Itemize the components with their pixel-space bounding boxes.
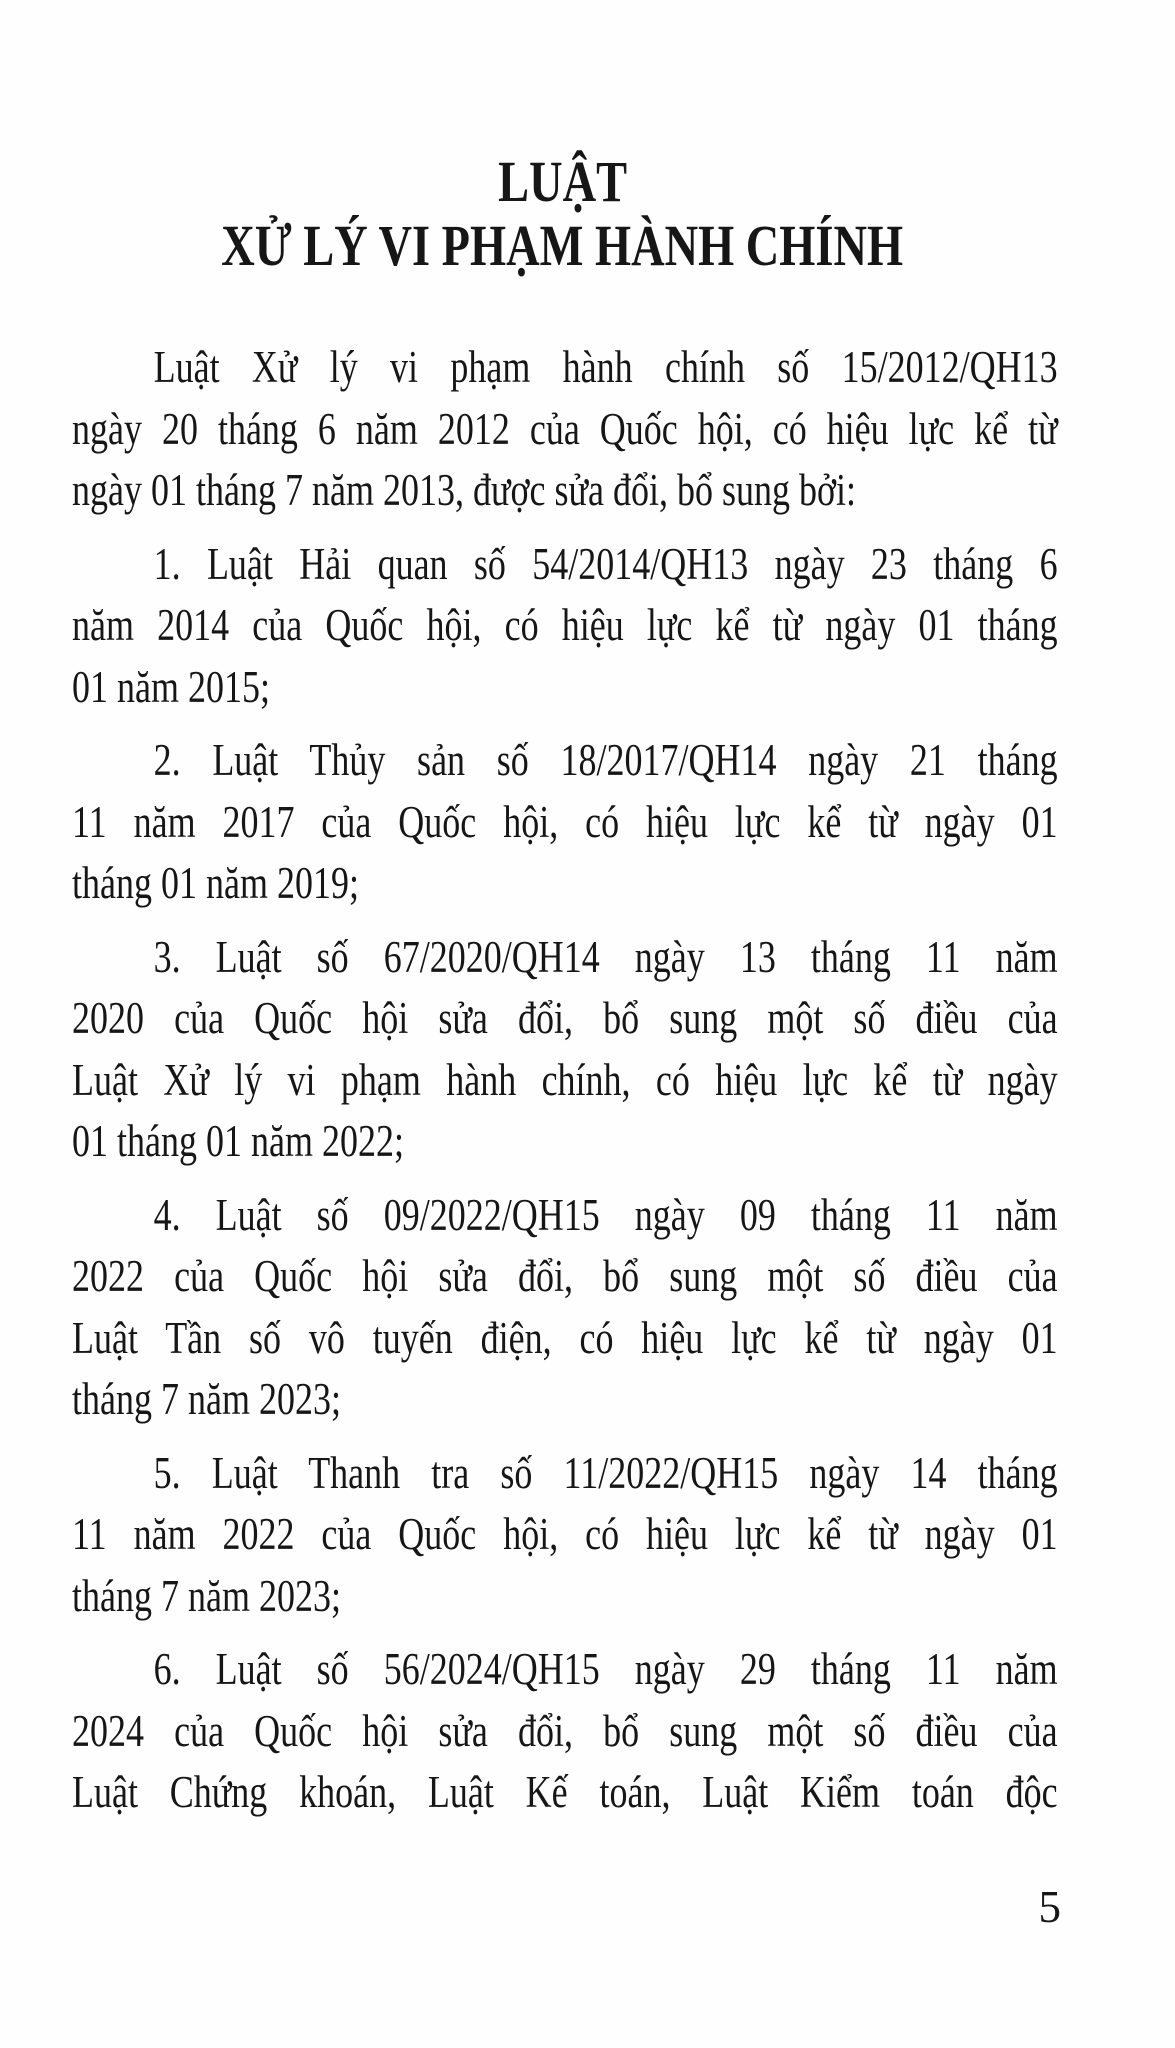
amendment-item (72, 534, 1058, 719)
text-line (72, 1566, 1058, 1628)
text-line-content: ngày 20 tháng 6 năm 2012 của Quốc hội, có hiệu lực kể từ (72, 403, 1058, 454)
text-line-content: 3. Luật số 67/2020/QH14 ngày 13 tháng 11 năm (153, 931, 1058, 982)
text-line (72, 927, 1058, 989)
text-line-content: 5. Luật Thanh tra số 11/2022/QH15 ngày 14 tháng (153, 1447, 1058, 1498)
amendment-item (72, 927, 1058, 1173)
text-line (72, 792, 1058, 854)
document-title-line-2 (0, 214, 1150, 278)
text-line-content: ngày 01 tháng 7 năm 2013, được sửa đổi, bổ sung bởi: (72, 465, 857, 515)
amendment-item (72, 1443, 1058, 1628)
amendment-item (72, 1185, 1058, 1431)
text-line-content: tháng 7 năm 2023; (72, 1570, 341, 1621)
text-line (72, 399, 1058, 461)
text-line-content: 2024 của Quốc hội sửa đổi, bổ sung một số điều của (72, 1705, 1058, 1756)
text-line-content: 1. Luật Hải quan số 54/2014/QH13 ngày 23 tháng 6 (153, 538, 1058, 589)
text-line (72, 1369, 1058, 1431)
text-line-content: Luật Chứng khoán, Luật Kế toán, Luật Kiểm toán độc (72, 1767, 1058, 1817)
text-line (72, 657, 1058, 719)
text-line (72, 460, 1058, 522)
text-line-content: Luật Xử lý vi phạm hành chính, có hiệu lực kể từ ngày (72, 1054, 1058, 1105)
text-line (72, 534, 1058, 596)
text-line-content: 01 tháng 01 năm 2022; (72, 1116, 404, 1166)
text-line-content: năm 2014 của Quốc hội, có hiệu lực kể từ ngày 01 tháng (72, 600, 1058, 650)
amendment-item (72, 730, 1058, 915)
text-line (72, 1762, 1058, 1824)
document-title-line-1 (0, 150, 1150, 214)
text-line-content: 11 năm 2022 của Quốc hội, có hiệu lực kể từ ngày 01 (72, 1509, 1058, 1559)
text-line-content: 2020 của Quốc hội sửa đổi, bổ sung một số điều của (72, 993, 1058, 1043)
text-line-content: 6. Luật số 56/2024/QH15 ngày 29 tháng 11 năm (153, 1644, 1058, 1694)
amendment-item (72, 1639, 1058, 1824)
text-line-content: Luật Xử lý vi phạm hành chính số 15/2012/QH13 (153, 342, 1058, 392)
text-line (72, 1308, 1058, 1370)
text-line (72, 1639, 1058, 1701)
text-line (72, 1185, 1058, 1247)
text-line-content: 01 năm 2015; (72, 661, 270, 712)
text-line (72, 1050, 1058, 1112)
text-line (72, 1443, 1058, 1505)
text-line-content: 4. Luật số 09/2022/QH15 ngày 09 tháng 11 năm (153, 1189, 1058, 1240)
text-line-content: 11 năm 2017 của Quốc hội, có hiệu lực kể từ ngày 01 (72, 796, 1058, 847)
text-line (72, 730, 1058, 792)
text-line-content: tháng 7 năm 2023; (72, 1374, 341, 1424)
title-text: XỬ LÝ VI PHẠM HÀNH CHÍNH (221, 213, 904, 278)
text-line-content: tháng 01 năm 2019; (72, 858, 359, 908)
text-line (72, 1246, 1058, 1308)
text-line-content: Luật Tần số vô tuyến điện, có hiệu lực kể từ ngày 01 (72, 1312, 1058, 1363)
text-line-content: 2022 của Quốc hội sửa đổi, bổ sung một số điều của (72, 1251, 1058, 1301)
text-line (72, 1504, 1058, 1566)
text-line (72, 853, 1058, 915)
title-text: LUẬT (498, 149, 627, 214)
text-line (72, 595, 1058, 657)
page-number: 5 (1038, 1882, 1061, 1932)
text-line (72, 337, 1058, 399)
document-body (72, 337, 1058, 1824)
text-line-content: 2. Luật Thủy sản số 18/2017/QH14 ngày 21 tháng (153, 735, 1058, 785)
intro-paragraph (72, 337, 1058, 522)
text-line (72, 1111, 1058, 1173)
text-line (72, 1701, 1058, 1763)
text-line (72, 988, 1058, 1050)
